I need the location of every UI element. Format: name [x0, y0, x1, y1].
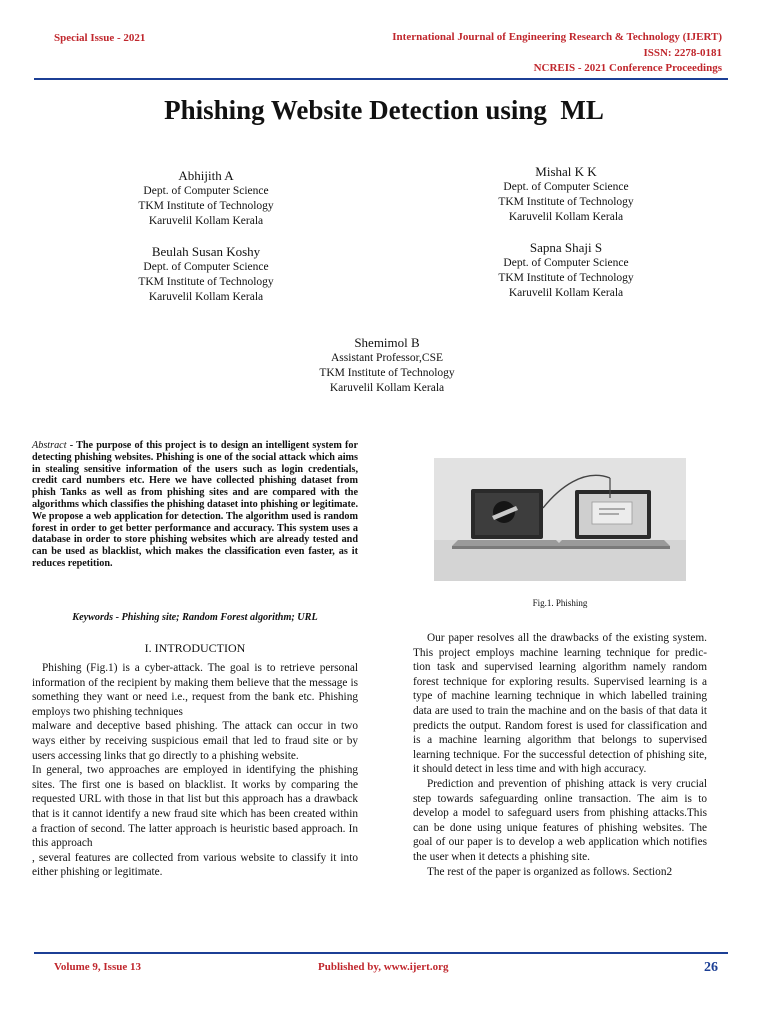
- footer-volume: Volume 9, Issue 13: [54, 961, 141, 973]
- author-location: Karuvelil Kollam Kerala: [329, 382, 445, 394]
- author-name: Sapna Shaji S: [529, 240, 603, 255]
- abstract-label: Abstract: [32, 440, 67, 451]
- paragraph: The rest of the paper is organized as follows. Section2: [427, 865, 673, 878]
- author-location: Karuvelil Kollam Kerala: [148, 215, 264, 227]
- left-column: [32, 661, 358, 880]
- author-institute: TKM Institute of Technology: [498, 272, 634, 284]
- paragraph: Our paper resolves all the drawbacks of the existing system. This project employs machine learning technique for predic- tion task and supervised learning algorithm namely random forest technique for exploring results. Supervised learning is a type of machine learning technique in which labelled training data are used to train the machine and on the basis of that data it predicts the output. Random forest is used for classification and is a machine learning algorithm that belongs to supervised learning technique. For the successful detection of phishing site, it should detect in less time and with high accuracy.: [413, 632, 707, 776]
- author-name: Shemimol B: [354, 335, 420, 350]
- header-issn: ISSN: 2278-0181: [643, 46, 722, 59]
- author-institute: TKM Institute of Technology: [138, 276, 274, 288]
- abstract: [32, 440, 358, 570]
- keywords: Keywords - Phishing site; Random Forest algorithm; URL: [72, 612, 318, 623]
- author-dept: Dept. of Computer Science: [143, 261, 269, 273]
- author-location: Karuvelil Kollam Kerala: [148, 291, 264, 303]
- page-number: 26: [704, 960, 718, 975]
- right-column: [413, 631, 707, 879]
- header-divider: [34, 78, 728, 80]
- paragraph: Phishing (Fig.1) is a cyber-attack. The goal is to retrieve personal information of the recipient by making them believe that the message is something they want or need i.e., request from the bank etc. Phishing employs two phishing techniques: [32, 662, 358, 718]
- author-dept: Dept. of Computer Science: [503, 257, 629, 269]
- footer-divider: [34, 952, 728, 954]
- phishing-laptops-illustration: [434, 458, 686, 581]
- header-journal-info: [392, 30, 722, 77]
- section-heading: I. INTRODUCTION: [144, 641, 246, 655]
- author-institute: TKM Institute of Technology: [498, 196, 634, 208]
- author-block: [446, 240, 686, 301]
- author-dept: Dept. of Computer Science: [143, 185, 269, 197]
- author-name: Beulah Susan Koshy: [151, 244, 261, 259]
- phishing-figure: [434, 458, 686, 581]
- author-institute: TKM Institute of Technology: [138, 200, 274, 212]
- paper-title: Phishing Website Detection using ML: [164, 95, 604, 125]
- author-dept: Dept. of Computer Science: [503, 181, 629, 193]
- author-dept: Assistant Professor,CSE: [331, 352, 443, 364]
- paragraph: Prediction and prevention of phishing attack is very crucial step towards safeguarding online transaction. The aim is to develop a model to safeguard users from phishing attacks.This can be done using unique features of phishing websites. The goal of our paper is to develop a web application which notifies the user when it detects a phishing site.: [413, 777, 707, 863]
- author-block: [267, 335, 507, 396]
- author-name: Mishal K K: [535, 164, 597, 179]
- footer-publisher: Published by, www.ijert.org: [318, 961, 449, 973]
- paragraph: In general, two approaches are employed in identifying the phishing sites. The first one is based on blacklist. It works by comparing the requested URL with those in that list but this approach has a drawback that is it cannot identify a new fraud site which has been created within a fraction of second. The latter approach is heuristic based approach. In this approach: [32, 764, 358, 850]
- author-block: [86, 244, 326, 305]
- paragraph: malware and deceptive based phishing. The attack can occur in two ways either by receiving suspicious email that led to fraud site or by users accessing links that go directly to a phishing website.: [32, 720, 358, 762]
- author-institute: TKM Institute of Technology: [319, 367, 455, 379]
- paragraph: , several features are collected from various website to classify it into either phishing or legitimate.: [32, 851, 358, 879]
- header-special-issue: Special Issue - 2021: [54, 32, 146, 44]
- abstract-text: - The purpose of this project is to design an intelligent system for detecting phishing websites. Phishing is one of the social attack which aims in stealing sensitive information of the users such as login credentials, credit card numbers etc. Here we have collected phishing dataset from phish Tanks as well as from phishing sites and are compared with the algorithms which classifies the phishing dataset into phishing or legitimate. We propose a web application for detection. The algorithm used is random forest in order to get better performance and accuracy. This system uses a database in order to store phishing websites which are already tested and can be used as blacklist, which makes the classification even faster, as it reduces repetition.: [32, 440, 358, 569]
- author-location: Karuvelil Kollam Kerala: [508, 211, 624, 223]
- figure-caption: Fig.1. Phishing: [532, 598, 588, 608]
- author-name: Abhijith A: [178, 168, 234, 183]
- author-location: Karuvelil Kollam Kerala: [508, 287, 624, 299]
- author-block: [86, 168, 326, 229]
- author-block: [446, 164, 686, 225]
- header-journal-name: International Journal of Engineering Research & Technology (IJERT): [392, 31, 722, 43]
- header-proceedings: NCREIS - 2021 Conference Proceedings: [533, 62, 722, 74]
